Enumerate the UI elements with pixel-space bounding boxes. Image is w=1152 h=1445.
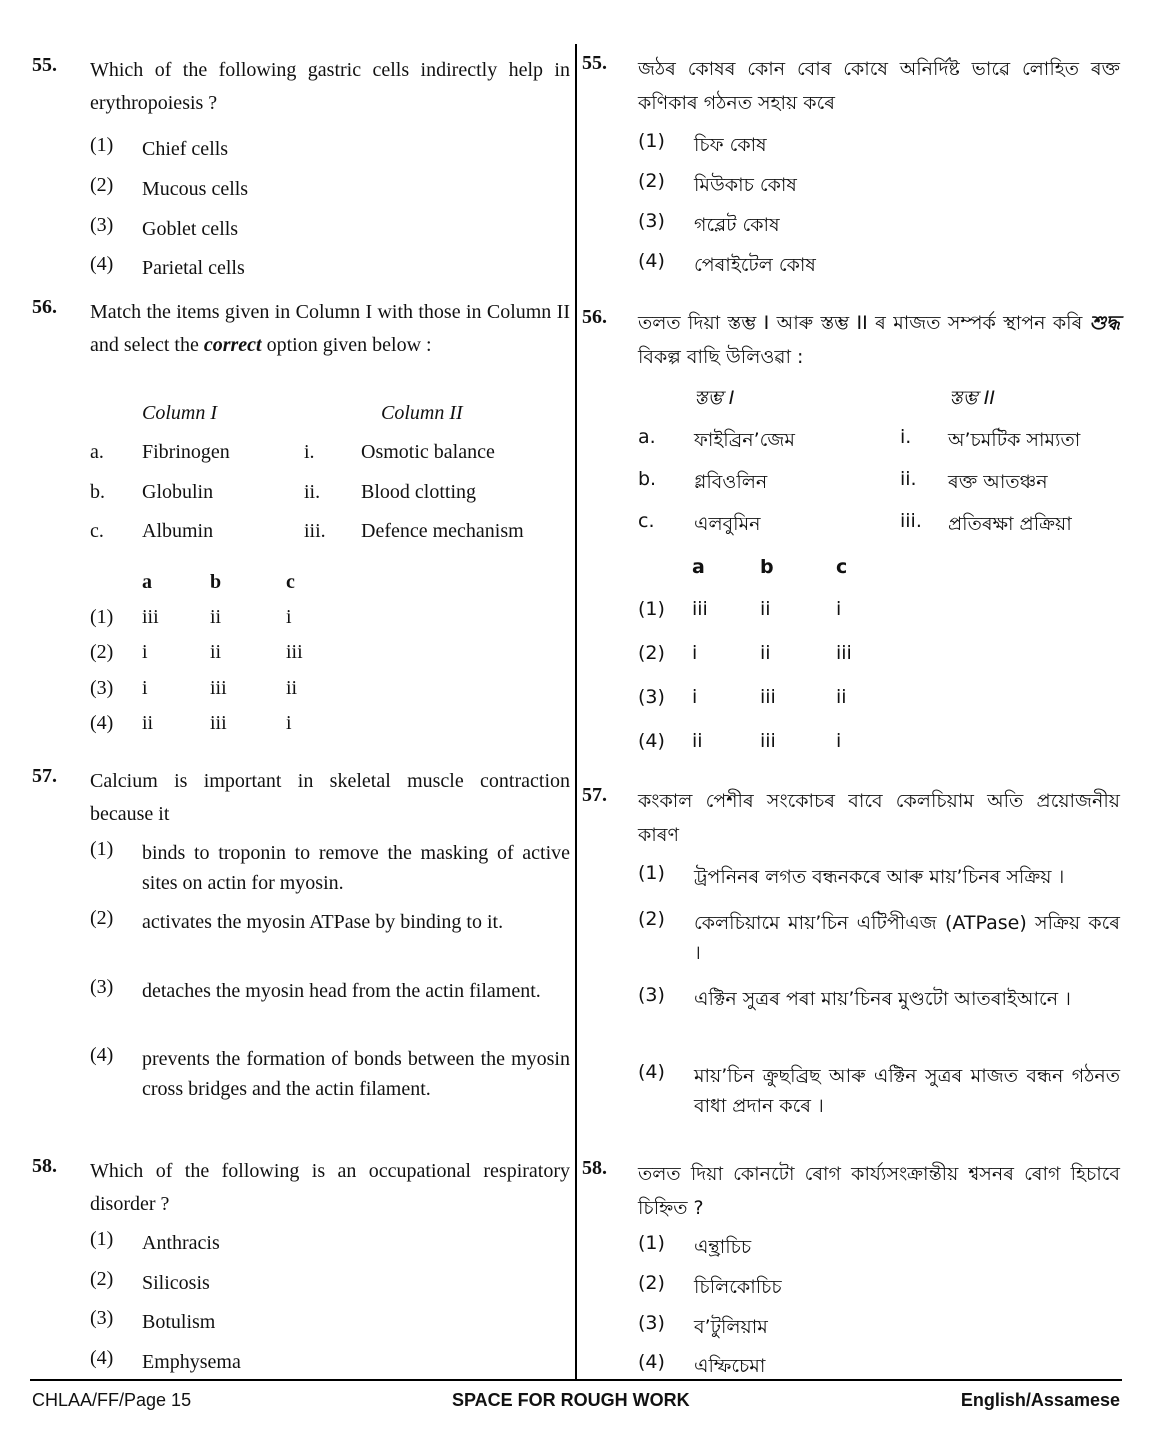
question-number: 56.: [32, 296, 57, 318]
question-stem: Which of the following gastric cells indirectly help in erythropoiesis ?: [90, 59, 570, 114]
question-number: 58.: [32, 1155, 57, 1177]
column-1-header: স্তম্ভ I: [694, 387, 735, 409]
column-divider: [575, 44, 577, 1380]
question-number: 55.: [582, 52, 607, 74]
column-2-header: Column II: [381, 402, 463, 424]
column-1-header: Column I: [142, 402, 217, 424]
rough-work-label: SPACE FOR ROUGH WORK: [452, 1390, 690, 1410]
question-stem: Which of the following is an occupational respiratory disorder ?: [90, 1160, 570, 1215]
question-number: 55.: [32, 54, 57, 76]
question-stem: জঠৰ কোষৰ কোন বোৰ কোষে অনিৰ্দিষ্ট ভাৱে লোহিত ৰক্ত কণিকাৰ গঠনত সহায় কৰে: [638, 58, 1120, 114]
language-label: English/Assamese: [960, 1390, 1120, 1410]
footer-rule: [30, 1379, 1122, 1381]
question-stem: Match the items given in Column I with those in Column II and select the correct option given below :: [90, 301, 570, 356]
page-code: CHLAA/FF/Page 15: [32, 1390, 192, 1410]
question-stem: কংকাল পেশীৰ সংকোচৰ বাবে কেলচিয়াম অতি প্ৰয়োজনীয় কাৰণ: [638, 790, 1120, 846]
question-stem: তলত দিয়া স্তম্ভ I আৰু স্তম্ভ II ৰ মাজত সম্পৰ্ক স্থাপন কৰি শুদ্ধ বিকল্প বাছি উলিওৱা :: [638, 312, 1120, 368]
question-number: 58.: [582, 1157, 607, 1179]
question-stem: তলত দিয়া কোনটো ৰোগ কাৰ্য্যসংক্ৰান্তীয় শ্বসনৰ ৰোগ হিচাবে চিহ্নিত ?: [638, 1163, 1120, 1219]
question-number: 57.: [32, 765, 57, 787]
question-number: 56.: [582, 306, 607, 328]
question-number: 57.: [582, 784, 607, 806]
column-2-header: স্তম্ভ II: [949, 387, 995, 409]
question-stem: Calcium is important in skeletal muscle contraction because it: [90, 770, 570, 825]
